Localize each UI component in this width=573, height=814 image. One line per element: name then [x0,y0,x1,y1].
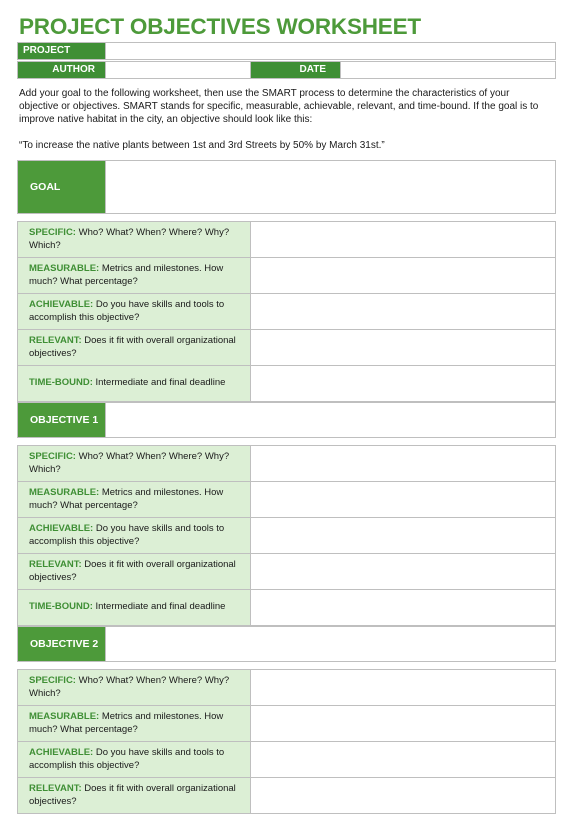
criteria-text [29,299,248,324]
criteria-key: ACHIEVABLE: [29,747,94,758]
criteria-answer[interactable] [250,705,556,742]
criteria-prompt [17,741,251,778]
criteria-answer[interactable] [250,365,556,402]
project-name-field[interactable] [105,42,556,60]
criteria-answer[interactable] [250,329,556,366]
criteria-text [29,487,248,512]
author-label: AUTHOR [17,61,106,79]
criteria-key: SPECIFIC: [29,227,76,238]
criteria-description: Who? What? When? Where? Why? Which? [29,675,230,699]
section-label: OBJECTIVE 1 [17,402,106,438]
criteria-description: Do you have skills and tools to accomplish this objective? [29,747,225,771]
criteria-text [29,335,248,360]
criteria-key: SPECIFIC: [29,451,76,462]
criteria-description: Does it fit with overall organizational objectives? [29,335,236,359]
criteria-prompt [17,705,251,742]
author-field[interactable] [105,61,251,79]
criteria-key: SPECIFIC: [29,675,76,686]
criteria-text [29,451,248,476]
criteria-description: Intermediate and final deadline [92,601,226,613]
criteria-text [29,227,248,252]
criteria-description: Metrics and milestones. How much? What percentage? [29,711,224,735]
section-input[interactable] [105,402,556,438]
criteria-key: ACHIEVABLE: [29,299,94,310]
section-input[interactable] [105,626,556,662]
criteria-answer[interactable] [250,589,556,626]
instructions-text: Add your goal to the following worksheet, then use the SMART process to determine the characteristics of your objective or objectives. SMART stands for specific, measurable, achievable, relevant, and time-bound. If the goal is to improve native habitat in the city, an objective should look like this: [19,88,539,125]
criteria-answer[interactable] [250,777,556,814]
criteria-description: Intermediate and final deadline [92,377,226,389]
criteria-description: Does it fit with overall organizational objectives? [29,783,236,807]
criteria-description: Who? What? When? Where? Why? Which? [29,227,230,251]
criteria-text [29,377,225,390]
criteria-text [29,523,248,548]
criteria-text [29,263,248,288]
criteria-prompt [17,445,251,482]
criteria-prompt [17,221,251,258]
criteria-answer[interactable] [250,293,556,330]
criteria-key: TIME-BOUND: [29,601,93,613]
criteria-answer[interactable] [250,481,556,518]
criteria-text [29,675,248,700]
criteria-prompt [17,481,251,518]
criteria-prompt [17,517,251,554]
criteria-prompt [17,553,251,590]
section-input[interactable] [105,160,556,214]
project-name-label: PROJECT [17,42,106,60]
criteria-key: TIME-BOUND: [29,377,93,389]
criteria-prompt [17,257,251,294]
criteria-key: ACHIEVABLE: [29,523,94,534]
criteria-answer[interactable] [250,221,556,258]
criteria-text [29,601,225,614]
criteria-description: Who? What? When? Where? Why? Which? [29,451,230,475]
criteria-description: Does it fit with overall organizational objectives? [29,559,236,583]
criteria-key: MEASURABLE: [29,263,100,274]
page-title: PROJECT OBJECTIVES WORKSHEET [19,14,421,39]
criteria-answer[interactable] [250,669,556,706]
example-objective: “To increase the native plants between 1st and 3rd Streets by 50% by March 31st.” [19,140,385,151]
criteria-description: Metrics and milestones. How much? What percentage? [29,487,224,511]
criteria-prompt [17,669,251,706]
date-field[interactable] [340,61,556,79]
criteria-description: Do you have skills and tools to accomplish this objective? [29,299,225,323]
criteria-prompt [17,589,251,626]
criteria-answer[interactable] [250,517,556,554]
criteria-text [29,711,248,736]
criteria-answer[interactable] [250,445,556,482]
criteria-key: MEASURABLE: [29,711,100,722]
criteria-text [29,559,248,584]
criteria-prompt [17,329,251,366]
criteria-key: MEASURABLE: [29,487,100,498]
criteria-key: RELEVANT: [29,335,82,346]
criteria-prompt [17,293,251,330]
criteria-prompt [17,777,251,814]
criteria-text [29,747,248,772]
criteria-answer[interactable] [250,553,556,590]
criteria-key: RELEVANT: [29,559,82,570]
criteria-description: Metrics and milestones. How much? What percentage? [29,263,224,287]
date-label: DATE [250,61,341,79]
criteria-answer[interactable] [250,257,556,294]
criteria-answer[interactable] [250,741,556,778]
section-label: OBJECTIVE 2 [17,626,106,662]
section-label: GOAL [17,160,106,214]
criteria-text [29,783,248,808]
criteria-description: Do you have skills and tools to accomplish this objective? [29,523,225,547]
criteria-key: RELEVANT: [29,783,82,794]
criteria-prompt [17,365,251,402]
